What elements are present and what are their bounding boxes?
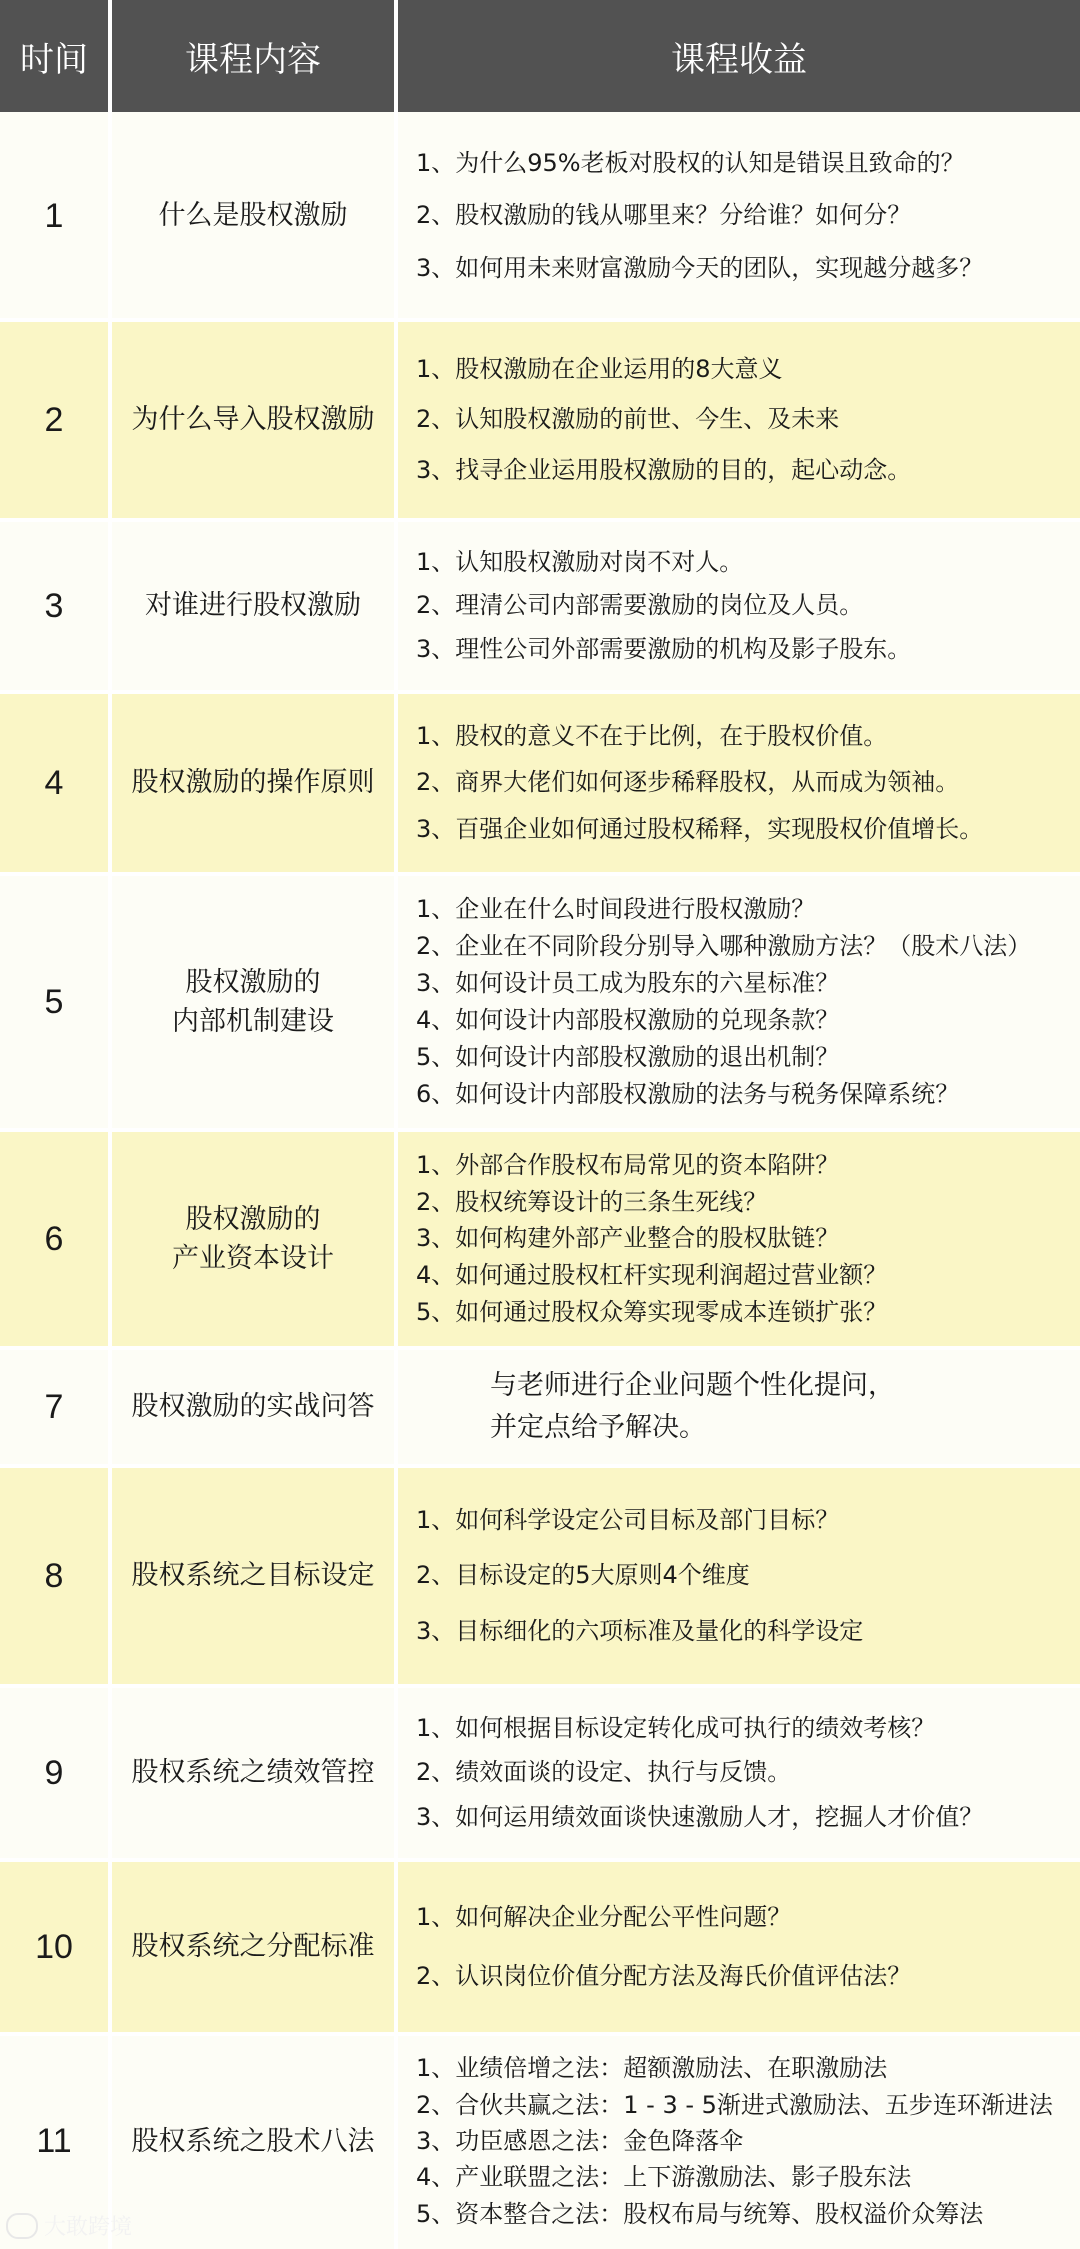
row-divider [0, 1346, 1080, 1350]
row-benefits [398, 112, 1080, 320]
benefit-item: 2、股权激励的钱从哪里来？分给谁？如何分？ [416, 201, 912, 230]
row-topic-text: 股权系统之分配标准 [131, 1931, 375, 1963]
row-topic [112, 1466, 394, 1686]
row-time: 10 [35, 1927, 73, 1966]
row-topic [112, 520, 394, 692]
benefit-item: 3、找寻企业运用股权激励的目的，起心动念。 [416, 456, 912, 485]
benefit-item: 3、如何运用绩效面谈快速激励人才，挖掘人才价值？ [416, 1802, 984, 1831]
row-topic [112, 1686, 394, 1860]
row-benefits [398, 1348, 1080, 1466]
benefit-item: 2、合伙共赢之法：1 - 3 - 5渐进式激励法、五步连环渐进法 [416, 2090, 1053, 2119]
row-time: 6 [44, 1219, 64, 1258]
benefit-item: 2、股权统筹设计的三条生死线？ [416, 1187, 768, 1216]
benefit-item: 1、外部合作股权布局常见的资本陷阱？ [416, 1150, 840, 1179]
benefit-item: 1、如何根据目标设定转化成可执行的绩效考核？ [416, 1714, 936, 1743]
benefit-item: 4、如何设计内部股权激励的兑现条款？ [416, 1005, 840, 1034]
row-benefits [398, 1466, 1080, 1686]
row-topic-text: 股权系统之股术八法 [131, 2125, 375, 2157]
row-time: 4 [44, 763, 64, 802]
row-topic-text: 股权激励的操作原则 [131, 767, 375, 799]
row-divider [0, 1128, 1080, 1132]
benefit-item: 并定点给予解决。 [490, 1412, 706, 1443]
row-topic-text: 股权系统之目标设定 [131, 1560, 375, 1592]
benefit-item: 2、理清公司内部需要激励的岗位及人员。 [416, 591, 864, 620]
header-benefit-label: 课程收益 [671, 39, 807, 80]
row-divider [0, 318, 1080, 322]
benefit-item: 3、目标细化的六项标准及量化的科学设定 [416, 1617, 864, 1646]
row-topic [112, 320, 394, 520]
table-row [0, 1860, 1080, 2034]
benefit-item: 5、资本整合之法：股权布局与统筹、股权溢价众筹法 [416, 2199, 984, 2228]
table-row [0, 2034, 1080, 2249]
benefit-item: 2、绩效面谈的设定、执行与反馈。 [416, 1758, 792, 1787]
row-topic [112, 692, 394, 874]
benefit-item: 2、目标设定的5大原则4个维度 [416, 1561, 750, 1590]
row-divider [0, 872, 1080, 876]
row-time: 7 [44, 1387, 64, 1426]
benefit-item: 3、如何设计员工成为股东的六星标准？ [416, 968, 840, 997]
row-benefits [398, 874, 1080, 1130]
row-time: 1 [44, 196, 64, 235]
row-topic [112, 1860, 394, 2034]
row-topic-text: 为什么导入股权激励 [131, 404, 375, 436]
table-row [0, 1686, 1080, 1860]
benefit-item: 4、如何通过股权杠杆实现利润超过营业额？ [416, 1261, 888, 1290]
row-topic-text: 股权系统之绩效管控 [131, 1757, 375, 1789]
benefit-item: 6、如何设计内部股权激励的法务与税务保障系统？ [416, 1079, 960, 1108]
row-time: 9 [44, 1753, 64, 1792]
row-time: 2 [44, 400, 64, 439]
row-topic [112, 1130, 394, 1348]
row-time: 8 [44, 1556, 64, 1595]
header-content [112, 0, 394, 112]
row-divider [0, 1684, 1080, 1688]
header-content-label: 课程内容 [185, 39, 321, 80]
row-benefits [398, 520, 1080, 692]
benefit-item: 3、功臣感恩之法：金色降落伞 [416, 2126, 744, 2155]
benefit-item: 1、为什么95%老板对股权的认知是错误且致命的？ [416, 148, 965, 177]
benefit-item: 1、股权的意义不在于比例，在于股权价值。 [416, 722, 888, 751]
row-topic [112, 1348, 394, 1466]
row-divider [0, 2032, 1080, 2036]
row-time: 11 [36, 2122, 72, 2160]
table-row [0, 1130, 1080, 1348]
table-row [0, 692, 1080, 874]
row-benefits [398, 320, 1080, 520]
benefit-item: 4、产业联盟之法：上下游激励法、影子股东法 [416, 2163, 912, 2192]
row-topic-text: 股权激励的实战问答 [131, 1391, 375, 1423]
row-benefits [398, 1860, 1080, 2034]
row-benefits [398, 2034, 1080, 2249]
table-row [0, 320, 1080, 520]
row-divider [0, 1464, 1080, 1468]
benefit-item: 3、理性公司外部需要激励的机构及影子股东。 [416, 635, 912, 664]
row-benefits [398, 692, 1080, 874]
header-time [0, 0, 108, 112]
row-benefits [398, 1686, 1080, 1860]
row-topic-text: 什么是股权激励 [158, 200, 348, 232]
benefit-item: 5、如何通过股权众筹实现零成本连锁扩张？ [416, 1298, 888, 1327]
row-time: 3 [44, 586, 64, 625]
row-topic-text: 股权激励的 内部机制建设 [172, 966, 334, 1037]
benefit-item: 2、企业在不同阶段分别导入哪种激励方法？（股术八法） [416, 931, 1032, 960]
header-time-label: 时间 [20, 39, 88, 80]
row-topic-text: 对谁进行股权激励 [145, 590, 361, 622]
benefit-item: 1、业绩倍增之法：超额激励法、在职激励法 [416, 2054, 888, 2083]
row-topic [112, 2034, 394, 2249]
row-topic [112, 874, 394, 1130]
row-time: 5 [44, 982, 64, 1021]
table-row [0, 112, 1080, 320]
table-row [0, 1466, 1080, 1686]
benefit-item: 1、股权激励在企业运用的8大意义 [416, 354, 783, 383]
table-row [0, 1348, 1080, 1466]
row-divider [0, 518, 1080, 522]
benefit-item: 与老师进行企业问题个性化提问， [490, 1370, 895, 1402]
benefit-item: 2、认识岗位价值分配方法及海氏价值评估法？ [416, 1961, 912, 1990]
benefit-item: 2、商界大佬们如何逐步稀释股权，从而成为领袖。 [416, 768, 960, 797]
row-topic-text: 股权激励的 产业资本设计 [172, 1203, 334, 1274]
row-divider [0, 1858, 1080, 1862]
benefit-item: 3、如何用未来财富激励今天的团队，实现越分越多？ [416, 254, 984, 283]
benefit-item: 1、企业在什么时间段进行股权激励？ [416, 894, 816, 923]
benefit-item: 5、如何设计内部股权激励的退出机制？ [416, 1042, 840, 1071]
benefit-item: 1、如何解决企业分配公平性问题？ [416, 1902, 792, 1931]
benefit-item: 1、认知股权激励对岗不对人。 [416, 547, 744, 576]
benefit-item: 1、如何科学设定公司目标及部门目标？ [416, 1505, 840, 1534]
row-topic [112, 112, 394, 320]
benefit-item: 3、百强企业如何通过股权稀释，实现股权价值增长。 [416, 814, 984, 843]
watermark-logo-icon [6, 2213, 38, 2239]
column-divider [108, 112, 112, 2249]
row-divider [0, 690, 1080, 694]
row-benefits [398, 1130, 1080, 1348]
watermark-text: 大敢跨境 [44, 2214, 133, 2239]
watermark [6, 2210, 132, 2241]
table-row [0, 520, 1080, 692]
benefit-item: 3、如何构建外部产业整合的股权肽链？ [416, 1224, 840, 1253]
table-row [0, 874, 1080, 1130]
benefit-item: 2、认知股权激励的前世、今生、及未来 [416, 405, 840, 434]
header-benefit [398, 0, 1080, 112]
column-divider [394, 112, 398, 2249]
